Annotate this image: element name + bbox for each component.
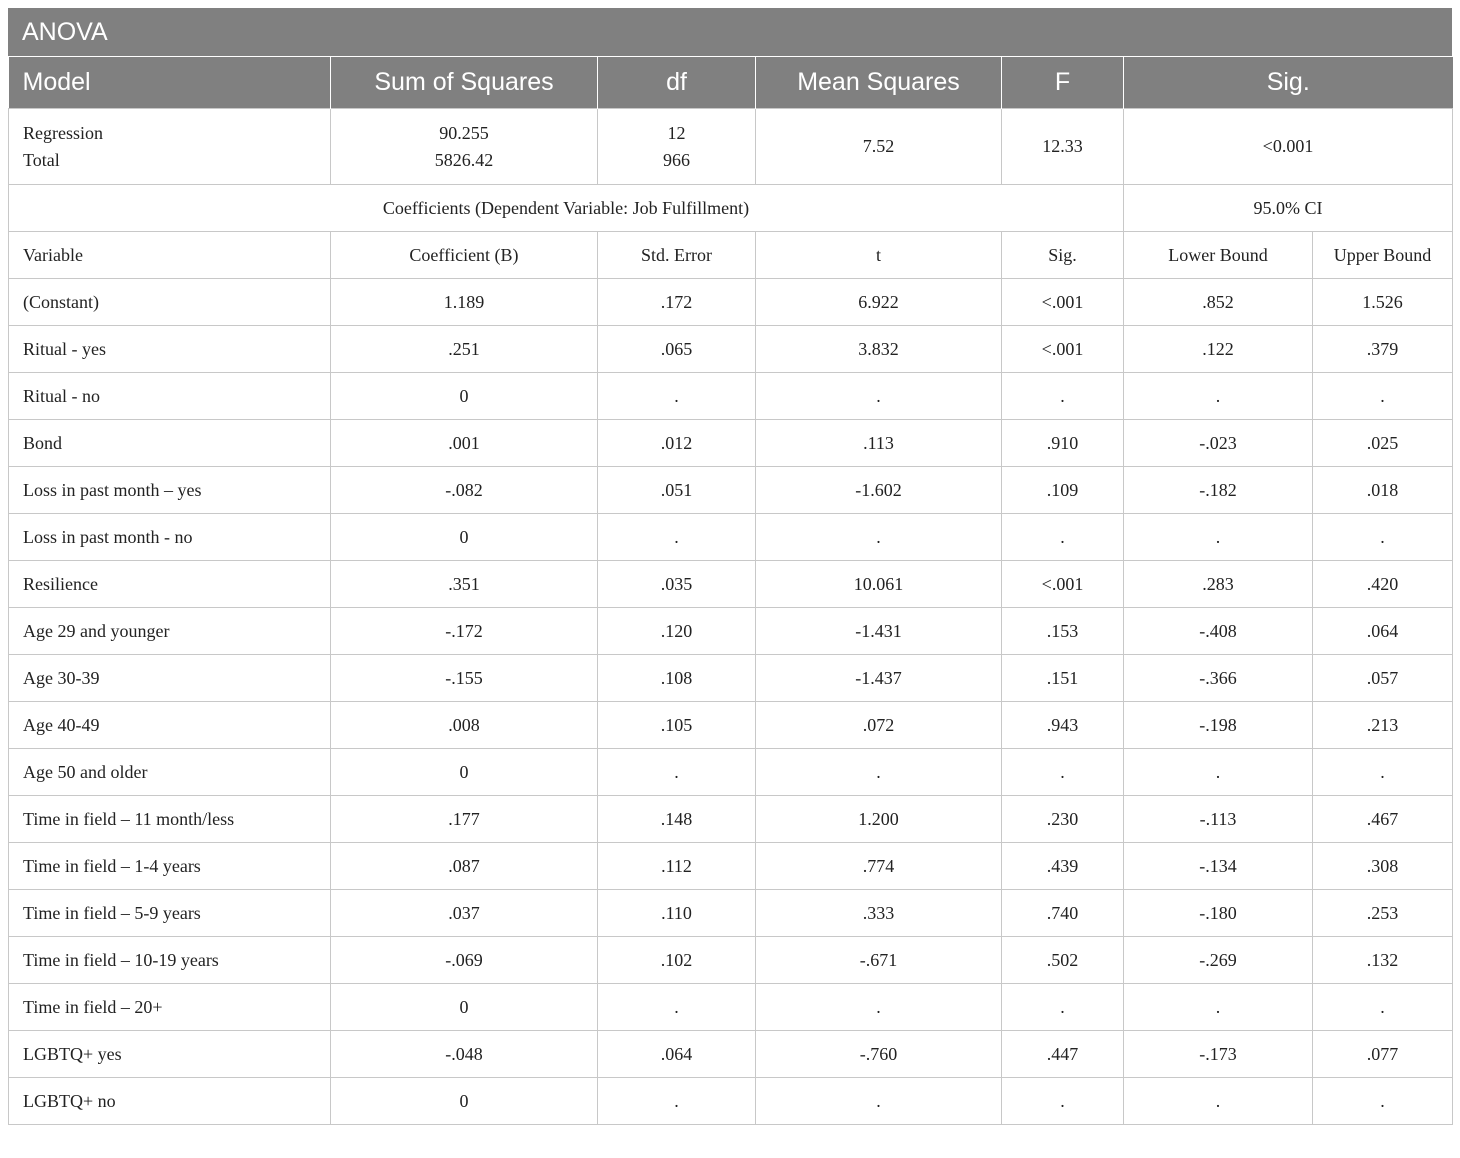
cell-coefficient: 1.189 — [331, 279, 598, 326]
cell-variable: Loss in past month - no — [9, 514, 331, 561]
cell-sig: <.001 — [1002, 279, 1124, 326]
cell-lower-bound: -.023 — [1124, 420, 1313, 467]
cell-std-error: .065 — [598, 326, 756, 373]
header-f: F — [1002, 57, 1124, 109]
anova-df-cell — [598, 109, 756, 185]
table-row — [9, 937, 1453, 984]
cell-t: 1.200 — [756, 796, 1002, 843]
cell-variable: Bond — [9, 420, 331, 467]
coef-header-coefficient: Coefficient (B) — [331, 232, 598, 279]
cell-lower-bound: -.182 — [1124, 467, 1313, 514]
cell-sig: . — [1002, 373, 1124, 420]
anova-row — [9, 109, 1453, 185]
cell-lower-bound: -.134 — [1124, 843, 1313, 890]
cell-coefficient: -.155 — [331, 655, 598, 702]
cell-variable: (Constant) — [9, 279, 331, 326]
cell-t: .333 — [756, 890, 1002, 937]
cell-variable: Age 30-39 — [9, 655, 331, 702]
coefficients-caption: Coefficients (Dependent Variable: Job Fulfillment) — [9, 185, 1124, 232]
table-row — [9, 749, 1453, 796]
table-row — [9, 326, 1453, 373]
cell-variable: Time in field – 11 month/less — [9, 796, 331, 843]
cell-upper-bound: .467 — [1313, 796, 1453, 843]
coef-header-sig: Sig. — [1002, 232, 1124, 279]
cell-sig: .447 — [1002, 1031, 1124, 1078]
table-row — [9, 420, 1453, 467]
header-model: Model — [9, 57, 331, 109]
cell-t: .072 — [756, 702, 1002, 749]
coefficients-header-row — [9, 232, 1453, 279]
cell-std-error: .112 — [598, 843, 756, 890]
table-row — [9, 1078, 1453, 1125]
cell-t: -1.437 — [756, 655, 1002, 702]
cell-upper-bound: . — [1313, 373, 1453, 420]
cell-std-error: .051 — [598, 467, 756, 514]
cell-t: 6.922 — [756, 279, 1002, 326]
cell-upper-bound: .379 — [1313, 326, 1453, 373]
anova-sig-cell: <0.001 — [1124, 109, 1453, 185]
cell-coefficient: 0 — [331, 373, 598, 420]
cell-coefficient: 0 — [331, 1078, 598, 1125]
cell-t: -.760 — [756, 1031, 1002, 1078]
cell-upper-bound: .308 — [1313, 843, 1453, 890]
cell-variable: Time in field – 20+ — [9, 984, 331, 1031]
cell-coefficient: .001 — [331, 420, 598, 467]
cell-t: 3.832 — [756, 326, 1002, 373]
cell-upper-bound: . — [1313, 1078, 1453, 1125]
anova-sum-squares-cell — [331, 109, 598, 185]
ss-total: 5826.42 — [434, 149, 494, 170]
table-row — [9, 843, 1453, 890]
cell-t: 10.061 — [756, 561, 1002, 608]
cell-lower-bound: -.269 — [1124, 937, 1313, 984]
model-regression: Regression — [23, 122, 103, 143]
coefficients-caption-row — [9, 185, 1453, 232]
cell-coefficient: -.069 — [331, 937, 598, 984]
table-title: ANOVA — [8, 8, 1452, 57]
cell-variable: Age 29 and younger — [9, 608, 331, 655]
table-row — [9, 1031, 1453, 1078]
cell-lower-bound: -.198 — [1124, 702, 1313, 749]
cell-variable: Resilience — [9, 561, 331, 608]
table-row — [9, 890, 1453, 937]
cell-coefficient: .351 — [331, 561, 598, 608]
cell-lower-bound: .852 — [1124, 279, 1313, 326]
cell-variable: Loss in past month – yes — [9, 467, 331, 514]
cell-upper-bound: .057 — [1313, 655, 1453, 702]
header-sig: Sig. — [1124, 57, 1453, 109]
cell-upper-bound: .420 — [1313, 561, 1453, 608]
cell-t: -1.431 — [756, 608, 1002, 655]
cell-coefficient: 0 — [331, 514, 598, 561]
cell-variable: Time in field – 10-19 years — [9, 937, 331, 984]
cell-std-error: .102 — [598, 937, 756, 984]
table-row — [9, 702, 1453, 749]
coef-header-std-error: Std. Error — [598, 232, 756, 279]
anova-f-cell: 12.33 — [1002, 109, 1124, 185]
cell-upper-bound: .132 — [1313, 937, 1453, 984]
table-row — [9, 561, 1453, 608]
table-row — [9, 467, 1453, 514]
cell-upper-bound: .018 — [1313, 467, 1453, 514]
cell-std-error: .148 — [598, 796, 756, 843]
ss-regression: 90.255 — [439, 122, 489, 143]
table-row — [9, 796, 1453, 843]
df-total: 966 — [663, 149, 690, 170]
cell-upper-bound: .064 — [1313, 608, 1453, 655]
cell-sig: .740 — [1002, 890, 1124, 937]
cell-upper-bound: .253 — [1313, 890, 1453, 937]
cell-upper-bound: .077 — [1313, 1031, 1453, 1078]
cell-lower-bound: -.180 — [1124, 890, 1313, 937]
cell-std-error: .064 — [598, 1031, 756, 1078]
cell-coefficient: -.082 — [331, 467, 598, 514]
cell-variable: Age 40-49 — [9, 702, 331, 749]
cell-std-error: . — [598, 984, 756, 1031]
cell-std-error: .172 — [598, 279, 756, 326]
cell-coefficient: -.048 — [331, 1031, 598, 1078]
cell-t: . — [756, 1078, 1002, 1125]
cell-upper-bound: . — [1313, 984, 1453, 1031]
cell-std-error: . — [598, 373, 756, 420]
table-row — [9, 514, 1453, 561]
table-row — [9, 984, 1453, 1031]
cell-sig: <.001 — [1002, 326, 1124, 373]
coef-header-lower-bound: Lower Bound — [1124, 232, 1313, 279]
coef-header-t: t — [756, 232, 1002, 279]
anova-mean-squares-cell: 7.52 — [756, 109, 1002, 185]
anova-table — [8, 57, 1453, 1125]
ci-caption: 95.0% CI — [1124, 185, 1453, 232]
cell-sig: .910 — [1002, 420, 1124, 467]
cell-lower-bound: -.173 — [1124, 1031, 1313, 1078]
cell-coefficient: .008 — [331, 702, 598, 749]
cell-sig: .230 — [1002, 796, 1124, 843]
cell-variable: LGBTQ+ no — [9, 1078, 331, 1125]
cell-variable: LGBTQ+ yes — [9, 1031, 331, 1078]
cell-sig: . — [1002, 1078, 1124, 1125]
cell-sig: . — [1002, 984, 1124, 1031]
cell-variable: Age 50 and older — [9, 749, 331, 796]
table-row — [9, 279, 1453, 326]
cell-t: .113 — [756, 420, 1002, 467]
cell-std-error: .110 — [598, 890, 756, 937]
cell-variable: Ritual - no — [9, 373, 331, 420]
header-mean-squares: Mean Squares — [756, 57, 1002, 109]
anova-model-cell — [9, 109, 331, 185]
cell-sig: .153 — [1002, 608, 1124, 655]
cell-lower-bound: . — [1124, 373, 1313, 420]
cell-std-error: .120 — [598, 608, 756, 655]
cell-lower-bound: .122 — [1124, 326, 1313, 373]
cell-variable: Ritual - yes — [9, 326, 331, 373]
cell-coefficient: -.172 — [331, 608, 598, 655]
header-df: df — [598, 57, 756, 109]
cell-upper-bound: .213 — [1313, 702, 1453, 749]
cell-coefficient: 0 — [331, 984, 598, 1031]
cell-upper-bound: . — [1313, 749, 1453, 796]
cell-upper-bound: . — [1313, 514, 1453, 561]
cell-lower-bound: .283 — [1124, 561, 1313, 608]
cell-std-error: .035 — [598, 561, 756, 608]
cell-sig: .943 — [1002, 702, 1124, 749]
cell-t: -.671 — [756, 937, 1002, 984]
coef-header-upper-bound: Upper Bound — [1313, 232, 1453, 279]
anova-header-row — [9, 57, 1453, 109]
cell-std-error: . — [598, 749, 756, 796]
cell-lower-bound: -.113 — [1124, 796, 1313, 843]
cell-std-error: .108 — [598, 655, 756, 702]
cell-lower-bound: -.366 — [1124, 655, 1313, 702]
cell-sig: . — [1002, 514, 1124, 561]
cell-t: . — [756, 373, 1002, 420]
cell-t: . — [756, 514, 1002, 561]
cell-lower-bound: . — [1124, 984, 1313, 1031]
cell-sig: .502 — [1002, 937, 1124, 984]
cell-coefficient: .037 — [331, 890, 598, 937]
cell-std-error: .105 — [598, 702, 756, 749]
cell-coefficient: 0 — [331, 749, 598, 796]
table-row — [9, 655, 1453, 702]
cell-sig: <.001 — [1002, 561, 1124, 608]
cell-lower-bound: . — [1124, 1078, 1313, 1125]
cell-std-error: . — [598, 514, 756, 561]
cell-sig: .109 — [1002, 467, 1124, 514]
cell-variable: Time in field – 1-4 years — [9, 843, 331, 890]
cell-t: -1.602 — [756, 467, 1002, 514]
cell-sig: . — [1002, 749, 1124, 796]
df-regression: 12 — [667, 122, 686, 143]
anova-table-container — [8, 8, 1452, 1125]
cell-coefficient: .087 — [331, 843, 598, 890]
cell-lower-bound: -.408 — [1124, 608, 1313, 655]
cell-lower-bound: . — [1124, 514, 1313, 561]
model-total: Total — [23, 149, 60, 170]
cell-upper-bound: 1.526 — [1313, 279, 1453, 326]
cell-std-error: . — [598, 1078, 756, 1125]
table-row — [9, 373, 1453, 420]
cell-sig: .439 — [1002, 843, 1124, 890]
cell-coefficient: .251 — [331, 326, 598, 373]
cell-variable: Time in field – 5-9 years — [9, 890, 331, 937]
cell-lower-bound: . — [1124, 749, 1313, 796]
cell-coefficient: .177 — [331, 796, 598, 843]
cell-std-error: .012 — [598, 420, 756, 467]
cell-upper-bound: .025 — [1313, 420, 1453, 467]
cell-t: .774 — [756, 843, 1002, 890]
table-row — [9, 608, 1453, 655]
cell-t: . — [756, 749, 1002, 796]
header-sum-of-squares: Sum of Squares — [331, 57, 598, 109]
cell-t: . — [756, 984, 1002, 1031]
coef-header-variable: Variable — [9, 232, 331, 279]
cell-sig: .151 — [1002, 655, 1124, 702]
